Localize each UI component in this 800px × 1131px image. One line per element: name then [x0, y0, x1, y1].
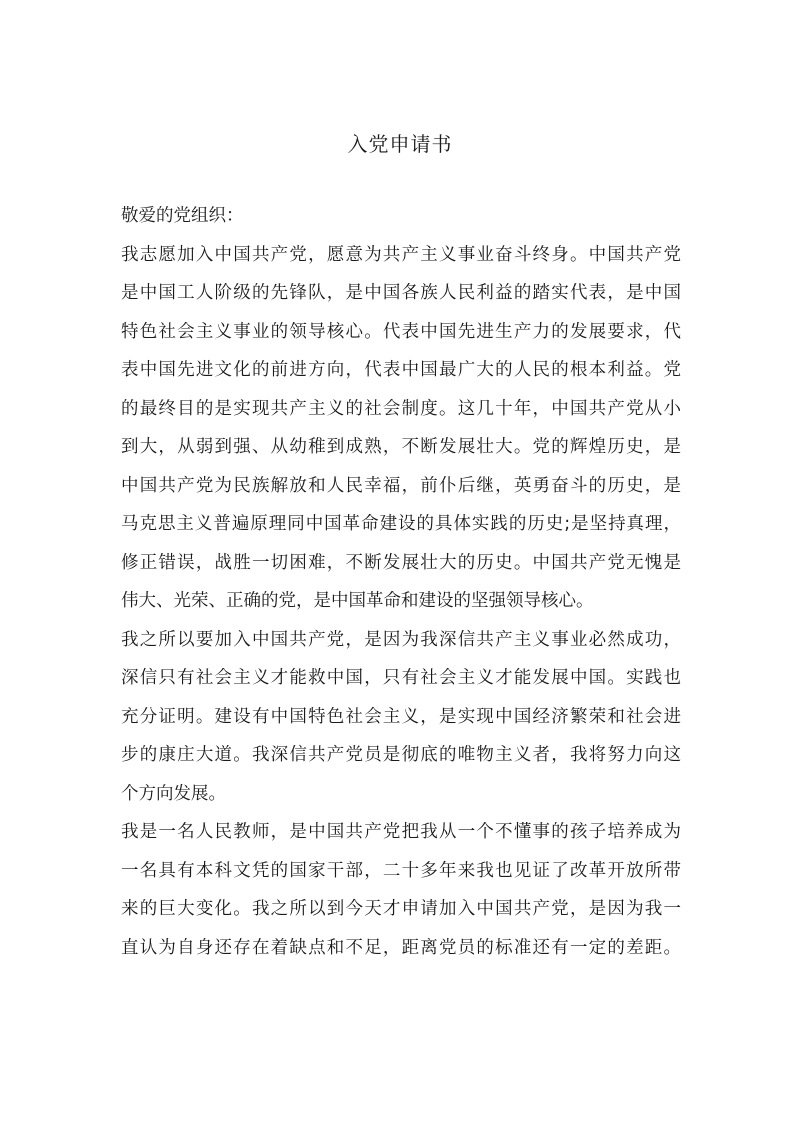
paragraph-1-line-2: 是中国工人阶级的先锋队，是中国各族人民利益的踏实代表，是中国 [121, 283, 681, 303]
paragraph-2-line-3: 充分证明。建设有中国特色社会主义，是实现中国经济繁荣和社会进 [121, 706, 681, 727]
paragraph-1-line-1: 我志愿加入中国共产党，愿意为共产主义事业奋斗终身。中国共产党 [121, 244, 681, 265]
paragraph-2-line-1: 我之所以要加入中国共产党，是因为我深信共产主义事业必然成功， [121, 629, 681, 650]
document-body [121, 197, 681, 967]
paragraph-2-line-4: 步的康庄大道。我深信共产党员是彻底的唯物主义者，我将努力向这 [121, 745, 681, 765]
paragraph-2-line-5: 个方向发展。 [121, 783, 226, 804]
paragraph-3-line-3: 来的巨大变化。我之所以到今天才申请加入中国共产党，是因为我一 [121, 899, 681, 919]
paragraph-1-line-5: 的最终目的是实现共产主义的社会制度。这几十年，中国共产党从小 [121, 398, 681, 419]
paragraph-1-line-4: 表中国先进文化的前进方向，代表中国最广大的人民的根本利益。党 [121, 360, 681, 380]
paragraph-1-line-6: 到大，从弱到强、从幼稚到成熟，不断发展壮大。党的辉煌历史，是 [121, 437, 681, 457]
paragraph-1-line-7: 中国共产党为民族解放和人民幸福，前仆后继，英勇奋斗的历史，是 [121, 475, 681, 496]
paragraph-1-line-9: 修正错误，战胜一切困难，不断发展壮大的历史。中国共产党无愧是 [121, 552, 681, 573]
salutation-line: 敬爱的党组织： [121, 206, 244, 226]
paragraph-1-line-3: 特色社会主义事业的领导核心。代表中国先进生产力的发展要求，代 [121, 321, 681, 342]
document-title: 入党申请书 [347, 132, 453, 156]
paragraph-3-line-4: 直认为自身还存在着缺点和不足，距离党员的标准还有一定的差距。 [121, 937, 681, 958]
paragraph-1-line-8: 马克思主义普遍原理同中国革命建设的具体实践的历史;是坚持真理， [121, 514, 681, 534]
paragraph-3-line-2: 一名具有本科文凭的国家干部，二十多年来我也见证了改革开放所带 [121, 860, 681, 881]
paragraph-2-line-2: 深信只有社会主义才能救中国，只有社会主义才能发展中国。实践也 [121, 668, 681, 688]
paragraph-3-line-1: 我是一名人民教师，是中国共产党把我从一个不懂事的孩子培养成为 [121, 822, 681, 842]
paragraph-1-line-10: 伟大、光荣、正确的党，是中国革命和建设的坚强领导核心。 [121, 591, 594, 611]
